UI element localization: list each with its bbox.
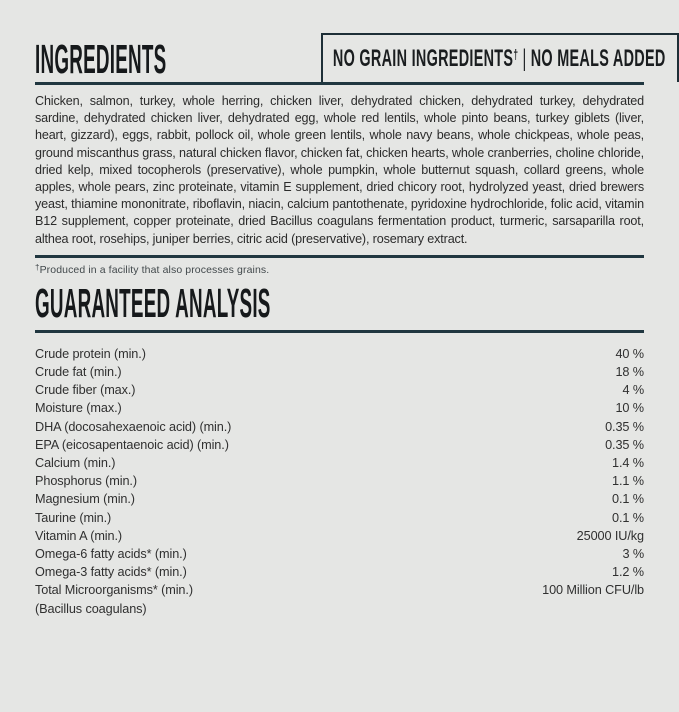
analysis-row — [35, 509, 644, 527]
analysis-row-value: 0.1 % — [612, 510, 644, 525]
footnote-divider — [35, 255, 644, 258]
analysis-row — [35, 399, 644, 417]
analysis-row-label: Taurine (min.) — [35, 510, 112, 525]
analysis-row-value: 25000 IU/kg — [576, 528, 644, 543]
badge-right-text: NO MEALS ADDED — [531, 44, 667, 72]
analysis-row-label: Calcium (min.) — [35, 456, 116, 471]
analysis-row-value: 10 % — [615, 401, 644, 416]
analysis-row-value: 0.35 % — [605, 437, 644, 452]
analysis-row-label: Crude protein (min.) — [35, 346, 146, 361]
analysis-row — [35, 436, 644, 454]
analysis-row-value: 1.1 % — [612, 474, 644, 489]
analysis-row — [35, 600, 644, 618]
analysis-row-label: Omega-6 fatty acids* (min.) — [35, 547, 187, 562]
ingredients-title-wrap — [35, 36, 321, 82]
analysis-row-label: Omega-3 fatty acids* (min.) — [35, 565, 187, 580]
ingredients-title: INGREDIENTS — [35, 36, 167, 82]
analysis-row-label: Total Microorganisms* (min.) — [35, 583, 193, 598]
analysis-row — [35, 381, 644, 399]
analysis-row-label: EPA (eicosapentaenoic acid) (min.) — [35, 437, 229, 452]
badge-left-text: NO GRAIN INGREDIENTS — [333, 44, 514, 72]
analysis-row — [35, 345, 644, 363]
badge-separator: | — [522, 44, 527, 72]
ingredients-header — [35, 33, 667, 85]
analysis-row-value: 3 % — [622, 547, 644, 562]
ingredients-body-text: Chicken, salmon, turkey, whole herring, chicken liver, dehydrated chicken, dehydrated turkey, dehydrated sardine, dehydrated chicken liver, dehydrated egg, whole red lentils, whole pinto beans, turkey giblets (liver, heart, gizzard), eggs, rabbit, pollock oil, whole green lentils, whole navy beans, whole chickpeas, whole peas, ground miscanthus grass, natural chicken flavor, chicken fat, chicken hearts, whole cranberries, choline chloride, dried kelp, mixed tocopherols (preservative), whole pumpkin, whole butternut squash, collard greens, whole apples, whole pears, zinc proteinate, vitamin E supplement, dried chicory root, hydrolyzed yeast, dried brewers yeast, thiamine mononitrate, riboflavin, niacin, calcium pantothenate, pyridoxine hydrochloride, folic acid, vitamin B12 supplement, copper proteinate, dried Bacillus coagulans fermentation product, turmeric, sarsaparilla root, althea root, rosehips, juniper berries, citric acid (preservative), rosemary extract. — [35, 94, 644, 246]
analysis-row-value: 1.4 % — [612, 456, 644, 471]
analysis-title-wrap — [35, 279, 644, 326]
analysis-row-label: DHA (docosahexaenoic acid) (min.) — [35, 419, 232, 434]
no-grain-badge — [321, 33, 679, 82]
footnote-text: Produced in a facility that also processes grains. — [39, 263, 270, 276]
grain-facility-footnote — [35, 263, 644, 276]
analysis-row-value: 0.35 % — [605, 419, 644, 434]
badge-dagger: † — [513, 45, 519, 62]
analysis-row-value: 100 Million CFU/lb — [542, 583, 644, 598]
analysis-row-label: Moisture (max.) — [35, 401, 122, 416]
analysis-row — [35, 563, 644, 581]
analysis-row-label: Crude fiber (max.) — [35, 383, 136, 398]
analysis-divider — [35, 330, 644, 333]
analysis-row-label: Magnesium (min.) — [35, 492, 135, 507]
analysis-row-value: 40 % — [615, 346, 644, 361]
analysis-row-label: (Bacillus coagulans) — [35, 601, 147, 616]
analysis-row — [35, 527, 644, 545]
analysis-row-value: 1.2 % — [612, 565, 644, 580]
analysis-row — [35, 454, 644, 472]
analysis-row — [35, 418, 644, 436]
no-grain-badge-text — [333, 45, 666, 73]
analysis-row-label: Phosphorus (min.) — [35, 474, 137, 489]
analysis-row-value: 0.1 % — [612, 492, 644, 507]
analysis-row — [35, 490, 644, 508]
analysis-table — [35, 345, 644, 618]
analysis-row — [35, 363, 644, 381]
analysis-row-value: 4 % — [622, 383, 644, 398]
analysis-row-value: 18 % — [615, 365, 644, 380]
analysis-title: GUARANTEED ANALYSIS — [35, 279, 271, 326]
label-page — [0, 33, 679, 712]
footnote-dagger: † — [35, 262, 40, 272]
analysis-row — [35, 545, 644, 563]
analysis-row — [35, 472, 644, 490]
analysis-row-label: Crude fat (min.) — [35, 365, 122, 380]
analysis-row-label: Vitamin A (min.) — [35, 528, 123, 543]
analysis-row — [35, 581, 644, 599]
